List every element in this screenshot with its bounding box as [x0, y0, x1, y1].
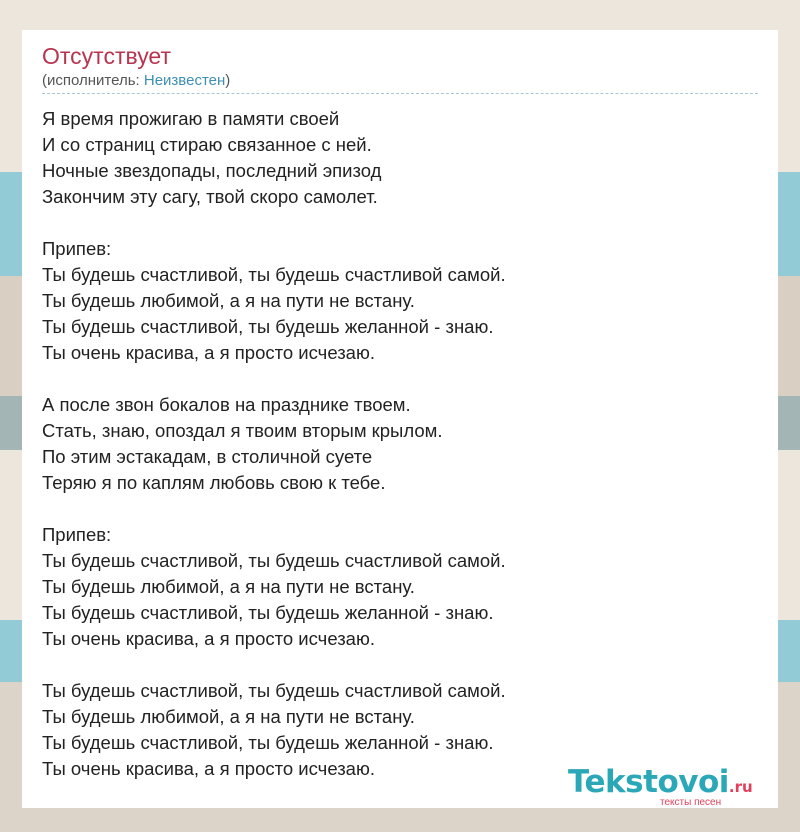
- lyric-line: Припев:: [42, 524, 112, 545]
- lyric-line: Теряю я по каплям любовь свою к тебе.: [42, 472, 386, 493]
- logo-name: Tekstovoi: [568, 764, 729, 800]
- artist-link[interactable]: Неизвестен: [143, 72, 226, 89]
- lyrics-card: [22, 30, 778, 808]
- lyric-line: А после звон бокалов на празднике твоем.: [42, 394, 411, 415]
- artist-prefix: (исполнитель:: [42, 72, 144, 89]
- lyric-line: Ты очень красива, а я просто исчезаю.: [42, 628, 375, 649]
- lyric-blank-line: [42, 496, 762, 522]
- site-logo[interactable]: [568, 764, 778, 808]
- lyric-line: Ты будешь счастливой, ты будешь счастливой самой.: [42, 264, 506, 285]
- artist-line: [42, 72, 230, 90]
- lyric-line: Ты будешь счастливой, ты будешь желанной - знаю.: [42, 602, 494, 623]
- lyric-line: Ты будешь любимой, а я на пути не встану.: [42, 290, 415, 311]
- lyric-line: По этим эстакадам, в столичной суете: [42, 446, 373, 467]
- lyric-line: Ты будешь счастливой, ты будешь счастливой самой.: [42, 680, 506, 701]
- lyric-line: Ты будешь счастливой, ты будешь счастливой самой.: [42, 550, 506, 571]
- lyric-line: Я время прожигаю в памяти своей: [42, 108, 340, 129]
- lyric-line: Ты будешь любимой, а я на пути не встану.: [42, 576, 415, 597]
- lyric-line: Стать, знаю, опоздал я твоим вторым крылом.: [42, 420, 443, 441]
- lyric-line: И со страниц стираю связанное с ней.: [42, 134, 372, 155]
- lyric-line: Ты будешь счастливой, ты будешь желанной - знаю.: [42, 732, 494, 753]
- lyric-line: Ты очень красива, а я просто исчезаю.: [42, 342, 375, 363]
- artist-suffix: ): [225, 72, 231, 89]
- song-title: Отсутствует: [42, 43, 171, 69]
- lyric-line: Ты будешь любимой, а я на пути не встану.: [42, 706, 415, 727]
- lyric-blank-line: [42, 366, 762, 392]
- lyric-blank-line: [42, 210, 762, 236]
- title-divider: [42, 93, 758, 94]
- lyric-line: Припев:: [42, 238, 112, 259]
- lyric-line: Ты будешь счастливой, ты будешь желанной - знаю.: [42, 316, 494, 337]
- lyric-line: Ты очень красива, а я просто исчезаю.: [42, 758, 375, 779]
- lyrics-text: [42, 106, 762, 782]
- logo-tagline: тексты песен: [660, 797, 722, 808]
- lyric-blank-line: [42, 652, 762, 678]
- lyric-line: Закончим эту сагу, твой скоро самолет.: [42, 186, 378, 207]
- lyric-line: Ночные звездопады, последний эпизод: [42, 160, 382, 181]
- logo-domain: .ru: [728, 778, 753, 796]
